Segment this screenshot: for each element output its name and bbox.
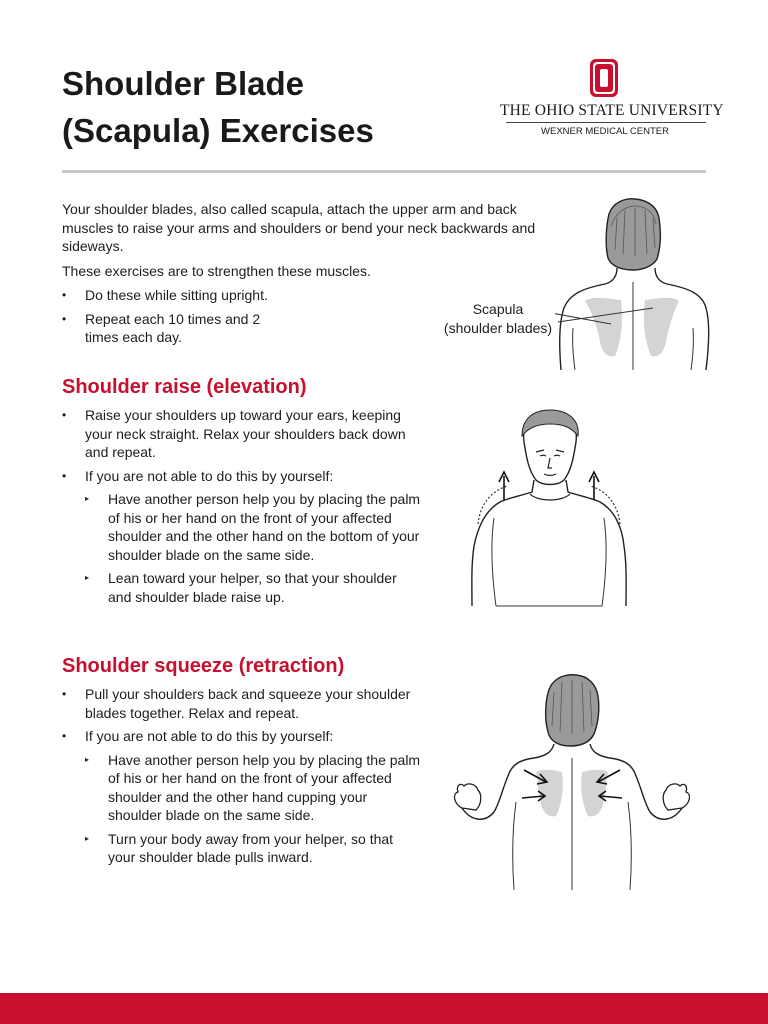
back-scapula-illustration bbox=[555, 196, 710, 371]
section-bullet bbox=[62, 727, 422, 867]
sub-bullet: ▸ Lean toward your helper, so that your shoulder and shoulder blade raise up. bbox=[85, 569, 422, 606]
sub-bullet: ▸ Have another person help you by placing the palm of his or her hand on the front of your affected shoulder and the other hand cupping your shoulder blade on the same side. bbox=[85, 751, 422, 825]
bullet-text: Raise your shoulders up toward your ears, keeping your neck straight. Relax your shoulders back down and repeat. bbox=[85, 407, 406, 460]
section-bullets bbox=[62, 406, 422, 606]
section-heading: Shoulder raise (elevation) bbox=[62, 376, 307, 398]
bullet-text: If you are not able to do this by yourself: bbox=[85, 728, 334, 744]
intro-bullet: • Do these while sitting upright. bbox=[62, 286, 552, 305]
footer-bar bbox=[0, 993, 768, 1024]
header-divider bbox=[62, 170, 706, 173]
osu-logo bbox=[500, 58, 724, 142]
shoulder-squeeze-section bbox=[62, 653, 422, 872]
scapula-label-line: Scapula bbox=[472, 301, 524, 317]
shoulder-raise-illustration bbox=[468, 406, 630, 610]
bullet-text: If you are not able to do this by yourself: bbox=[85, 467, 334, 484]
block-o-icon bbox=[589, 58, 619, 98]
shoulder-squeeze-illustration bbox=[450, 672, 690, 894]
sub-bullets bbox=[85, 751, 422, 867]
section-bullet bbox=[62, 467, 422, 607]
section-heading: Shoulder squeeze (retraction) bbox=[62, 655, 345, 677]
logo-rule bbox=[506, 122, 706, 123]
sub-bullet: ▸ Turn your body away from your helper, so that your shoulder blade pulls inward. bbox=[85, 830, 422, 867]
intro-paragraph: Your shoulder blades, also called scapula, attach the upper arm and back muscles to raise your arms and shoulders or bend your neck backwards and sideways. bbox=[62, 201, 536, 254]
title-line-2: (Scapula) Exercises bbox=[62, 112, 374, 149]
university-name: THE OHIO STATE UNIVERSITY bbox=[500, 102, 724, 119]
shoulder-raise-section bbox=[62, 374, 422, 611]
scapula-label-line: (shoulder blades) bbox=[443, 319, 553, 336]
section-bullets bbox=[62, 685, 422, 867]
scapula-label bbox=[436, 300, 560, 337]
sub-bullet: ▸ Have another person help you by placing the palm of his or her hand on the front of your affected shoulder and the other hand on the bottom of your shoulder blade on the same side. bbox=[85, 490, 422, 564]
section-bullet bbox=[62, 685, 422, 722]
intro-paragraph-2: These exercises are to strengthen these muscles. bbox=[62, 262, 371, 279]
title-line-1: Shoulder Blade bbox=[62, 65, 305, 102]
sub-bullets bbox=[85, 490, 422, 606]
section-bullet bbox=[62, 406, 422, 462]
intro-bullet: • Repeat each 10 times and 2 times each day. bbox=[62, 310, 275, 347]
page-title bbox=[62, 60, 374, 154]
medical-center-name: WEXNER MEDICAL CENTER bbox=[541, 126, 669, 137]
bullet-text: Pull your shoulders back and squeeze your shoulder blades together. Relax and repeat. bbox=[85, 686, 411, 721]
